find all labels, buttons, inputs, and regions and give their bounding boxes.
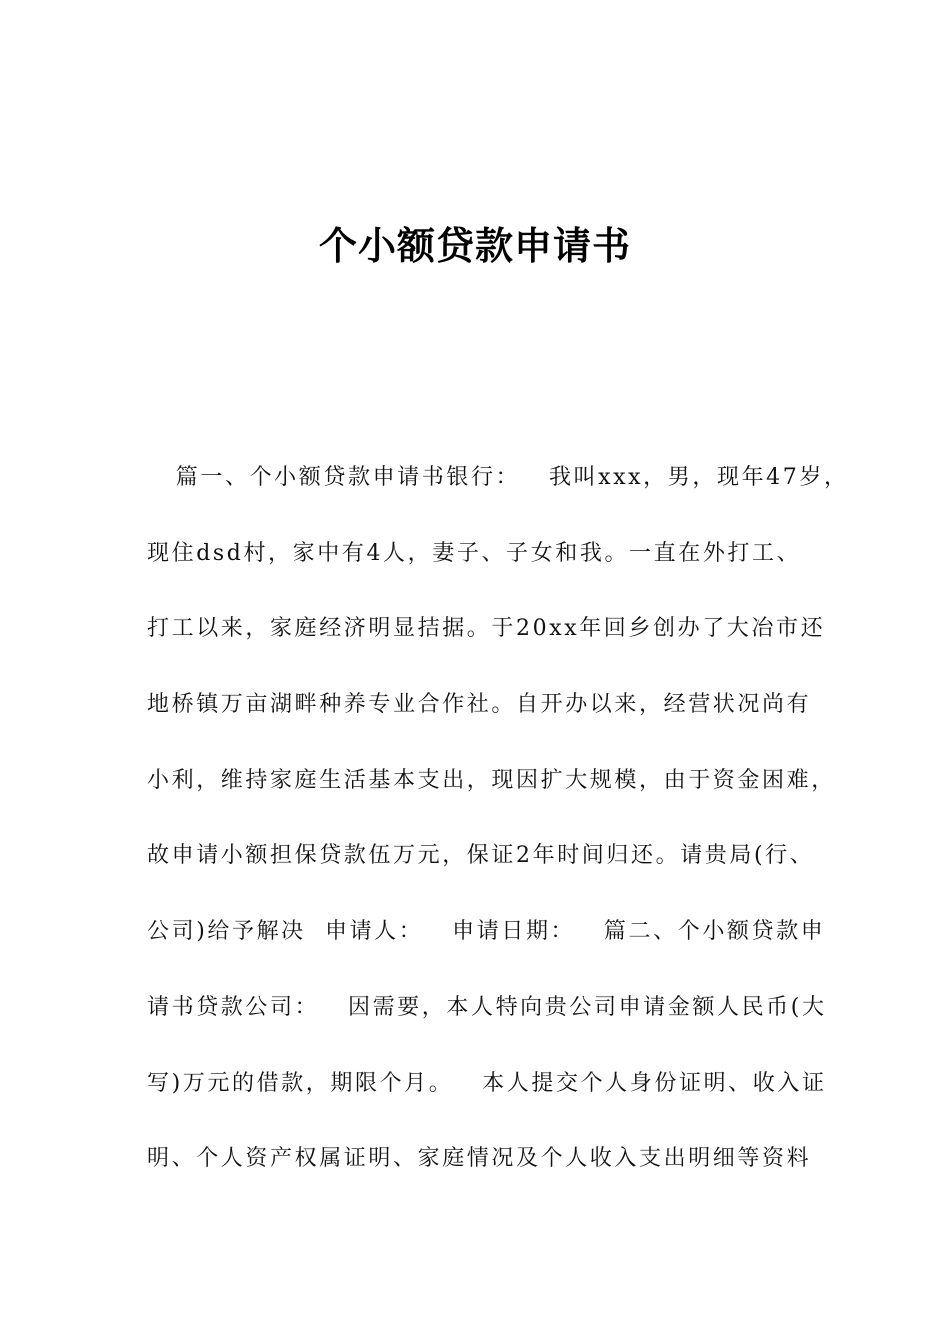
- body-line: 打工以来，家庭经济明显拮据。于20xx年回乡创办了大冶市还: [147, 616, 826, 642]
- document-body: [147, 456, 849, 1213]
- body-line: 故申请小额担保贷款伍万元，保证2年时间归还。请贵局(行、: [147, 843, 815, 869]
- body-line: 请书贷款公司： 因需要，本人特向贵公司申请金额人民币(大: [147, 994, 827, 1020]
- body-line: 地桥镇万亩湖畔种养专业合作社。自开办以来，经营状况尚有: [147, 692, 812, 718]
- body-line: 公司)给予解决 申请人： 申请日期： 篇二、个小额贷款申: [147, 919, 826, 945]
- body-line: 小利，维持家庭生活基本支出，现因扩大规模，由于资金困难，: [147, 767, 836, 793]
- body-line: 现住dsd村，家中有4人，妻子、子女和我。一直在外打工、: [147, 540, 802, 566]
- document-title: 个小额贷款申请书: [318, 224, 631, 268]
- body-line: 明、个人资产权属证明、家庭情况及个人收入支出明细等资料: [147, 1146, 812, 1172]
- body-line: 篇一、个小额贷款申请书银行： 我叫xxx，男，现年47岁，: [147, 465, 849, 490]
- body-line: 写)万元的借款，期限个月。 本人提交个人身份证明、收入证: [147, 1070, 827, 1096]
